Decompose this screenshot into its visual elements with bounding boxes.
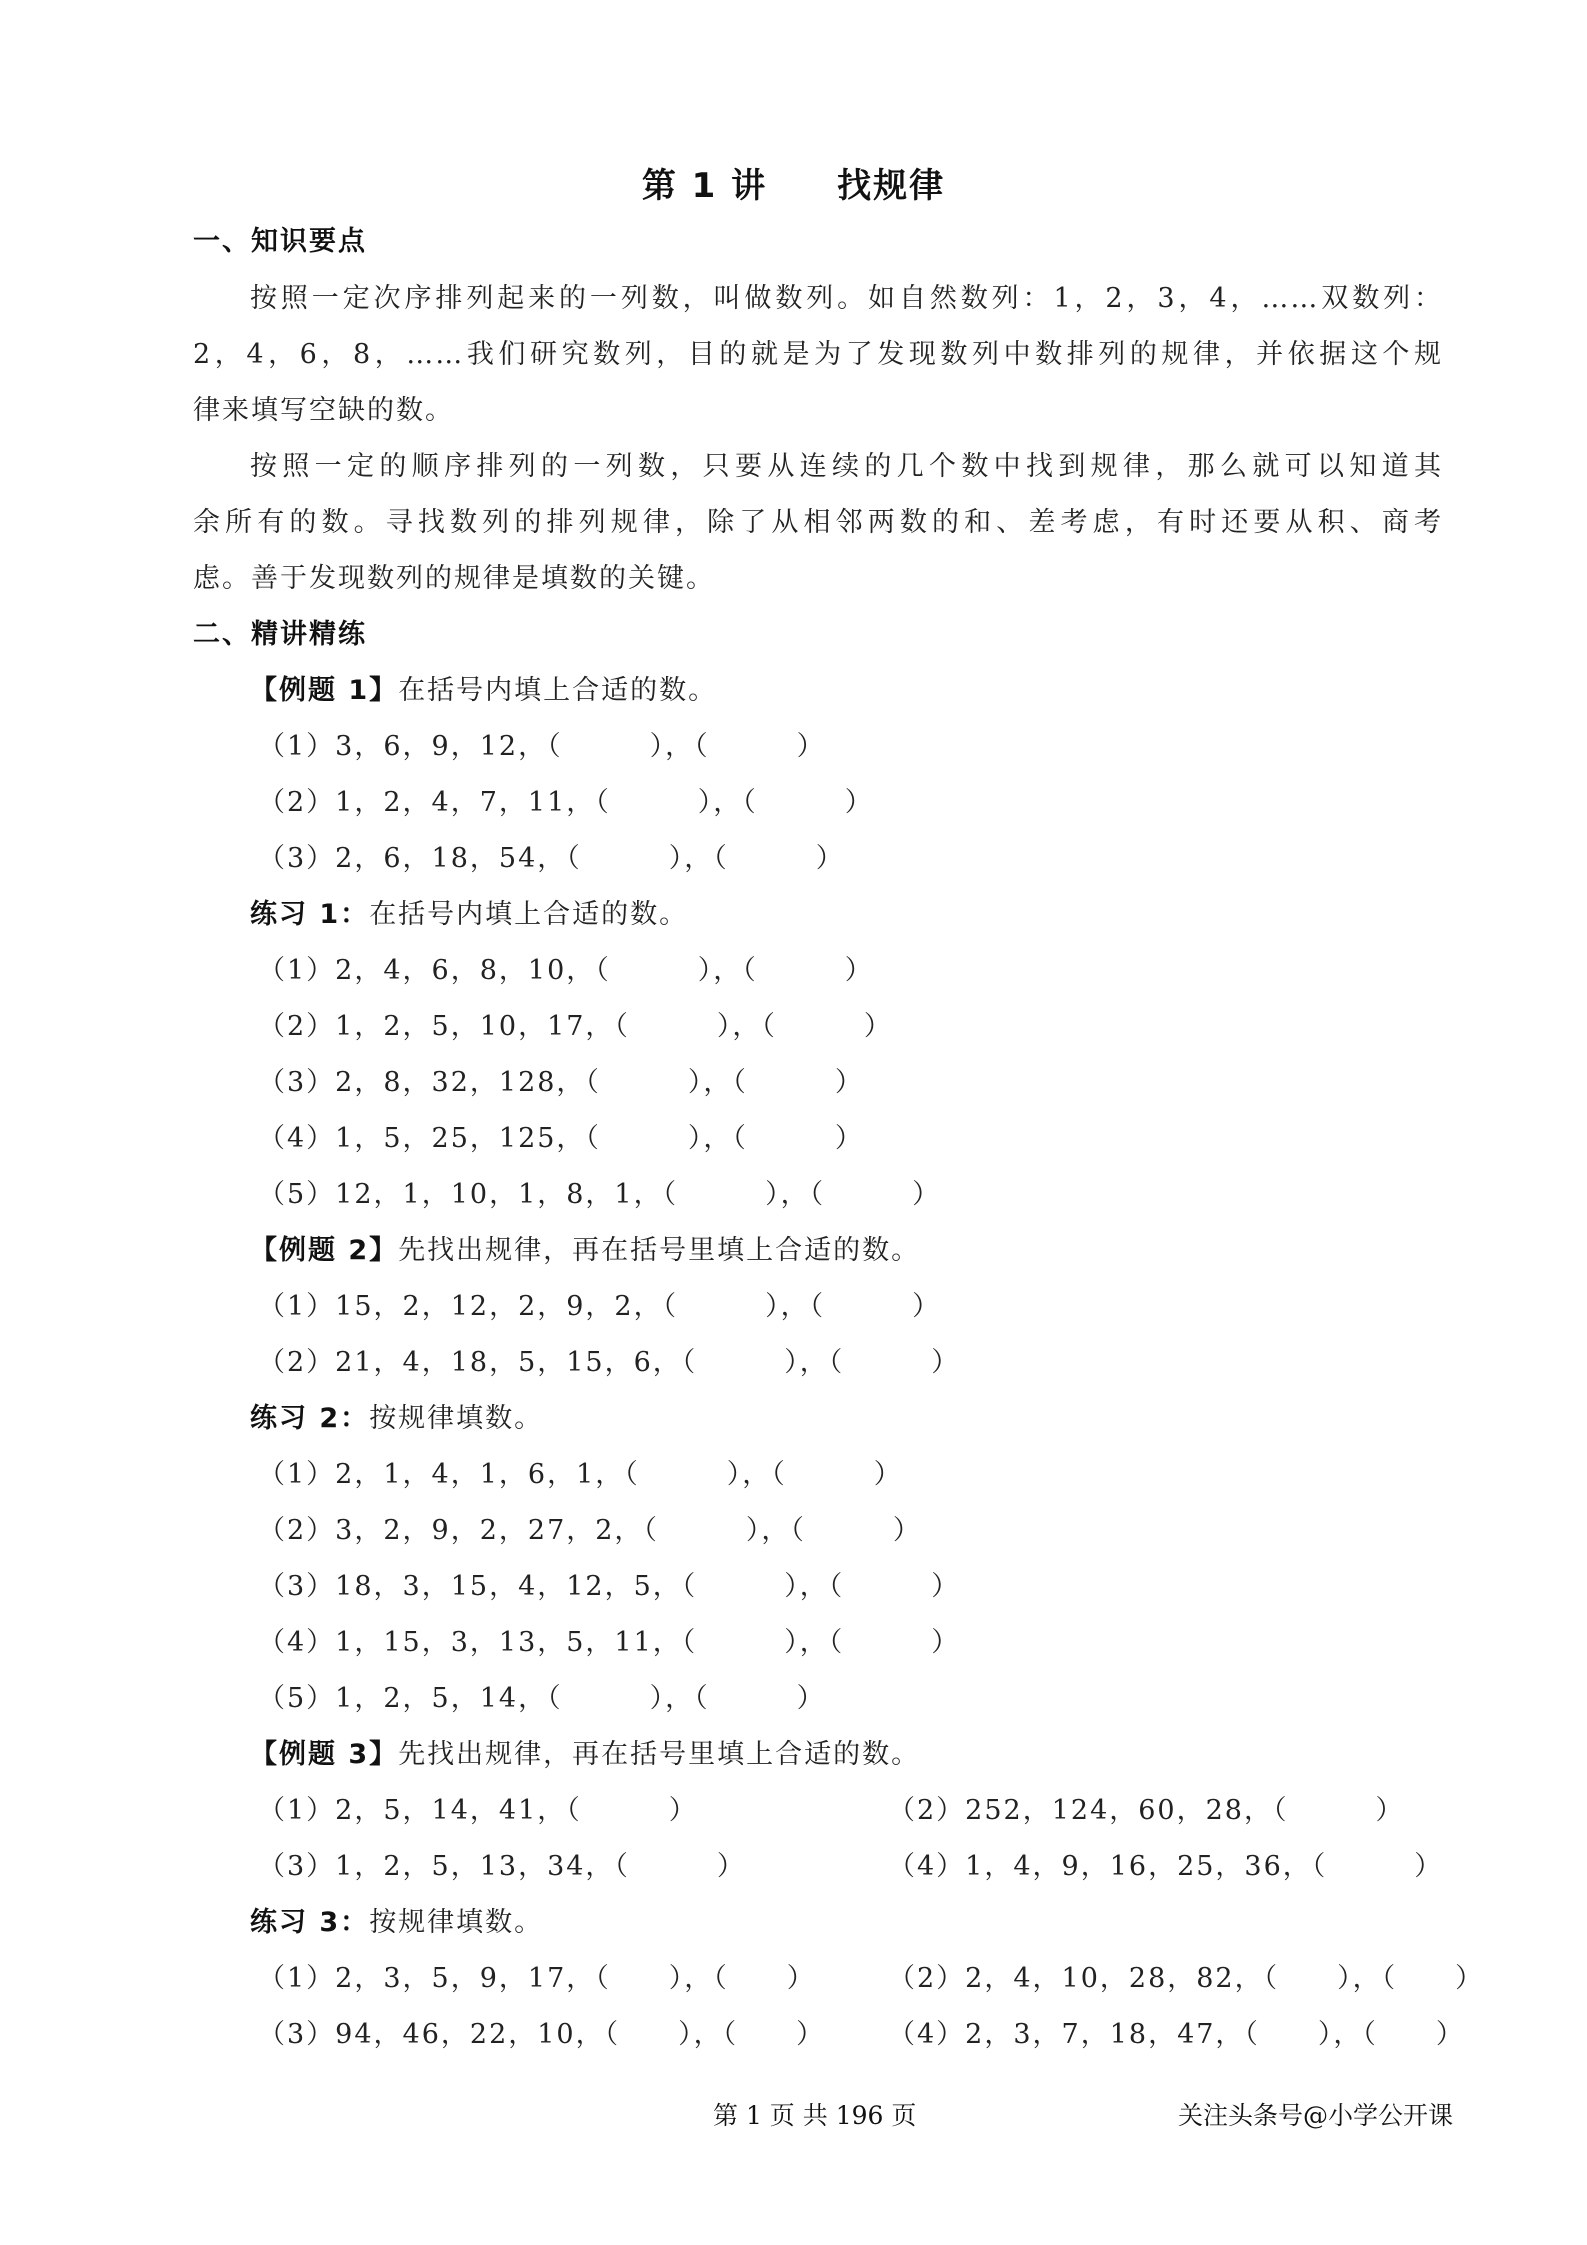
example-prompt: 先找出规律，再在括号里填上合适的数。 bbox=[398, 1739, 921, 1770]
page-number: 第 1 页 共 196 页 bbox=[713, 2101, 917, 2130]
practice-3-header bbox=[250, 1903, 543, 1943]
lesson-topic: 找规律 bbox=[837, 166, 946, 206]
exercise-item: （2）3，2，9，2，27，2，（ ），（ ） bbox=[258, 1515, 922, 1546]
intro-paragraph-line: 按照一定次序排列起来的一列数，叫做数列。如自然数列：1，2，3，4，……双数列： bbox=[250, 283, 1443, 314]
practice-prompt: 按规律填数。 bbox=[369, 1907, 544, 1938]
exercise-item: （1）2，3，5，9，17，（ ），（ ） bbox=[258, 1963, 816, 1994]
exercise-item: （1）15，2，12，2，9，2，（ ），（ ） bbox=[258, 1291, 942, 1322]
exercise-item: （2）2，4，10，28，82，（ ），（ ） bbox=[888, 1963, 1485, 1994]
practice-1-header bbox=[250, 895, 688, 935]
intro-paragraph-line: 2，4，6，8，……我们研究数列，目的就是为了发现数列中数排列的规律，并依据这个规 bbox=[193, 339, 1443, 370]
example-1-header bbox=[250, 671, 717, 711]
intro-paragraph-line: 虑。善于发现数列的规律是填数的关键。 bbox=[193, 563, 715, 594]
exercise-item: （5）1，2，5，14，（ ），（ ） bbox=[258, 1683, 826, 1714]
practice-label: 练习 1： bbox=[250, 899, 370, 930]
exercise-item: （2）21，4，18，5，15，6，（ ），（ ） bbox=[258, 1347, 961, 1378]
exercise-item: （4）1，4，9，16，25，36，（ ） bbox=[888, 1851, 1444, 1882]
section-heading-knowledge: 一、知识要点 bbox=[193, 226, 367, 257]
example-prompt: 在括号内填上合适的数。 bbox=[398, 675, 718, 706]
example-label: 【例题 3】 bbox=[250, 1739, 399, 1770]
example-3-header bbox=[250, 1735, 920, 1775]
exercise-item: （1）2，5，14，41，（ ） bbox=[258, 1795, 698, 1826]
exercise-item: （4）2，3，7，18，47，（ ），（ ） bbox=[888, 2019, 1465, 2050]
exercise-item: （1）2，4，6，8，10，（ ），（ ） bbox=[258, 955, 874, 986]
section-heading-practice: 二、精讲精练 bbox=[193, 619, 367, 650]
exercise-item: （1）2，1，4，1，6，1，（ ），（ ） bbox=[258, 1459, 903, 1490]
example-2-header bbox=[250, 1231, 920, 1271]
exercise-item: （2）1，2，5，10，17，（ ），（ ） bbox=[258, 1011, 893, 1042]
exercise-item: （2）1，2，4，7，11，（ ），（ ） bbox=[258, 787, 874, 818]
intro-paragraph-line: 律来填写空缺的数。 bbox=[193, 395, 454, 426]
exercise-item: （3）94，46，22，10，（ ），（ ） bbox=[258, 2019, 826, 2050]
intro-paragraph-line: 按照一定的顺序排列的一列数，只要从连续的几个数中找到规律，那么就可以知道其 bbox=[250, 451, 1443, 482]
page-title bbox=[0, 158, 1587, 207]
exercise-item: （4）1，15，3，13，5，11，（ ），（ ） bbox=[258, 1627, 961, 1658]
lesson-number: 第 1 讲 bbox=[641, 166, 768, 206]
footer-watermark: 关注头条号@小学公开课 bbox=[1178, 2101, 1454, 2130]
exercise-item: （1）3，6，9，12，（ ），（ ） bbox=[258, 731, 826, 762]
exercise-item: （5）12，1，10，1，8，1，（ ），（ ） bbox=[258, 1179, 942, 1210]
exercise-item: （3）2，8，32，128，（ ），（ ） bbox=[258, 1067, 864, 1098]
intro-paragraph-line: 余所有的数。寻找数列的排列规律，除了从相邻两数的和、差考虑，有时还要从积、商考 bbox=[193, 507, 1443, 538]
exercise-item: （4）1，5，25，125，（ ），（ ） bbox=[258, 1123, 864, 1154]
practice-label: 练习 2： bbox=[250, 1403, 370, 1434]
practice-prompt: 按规律填数。 bbox=[369, 1403, 544, 1434]
exercise-item: （3）18，3，15，4，12，5，（ ），（ ） bbox=[258, 1571, 961, 1602]
exercise-item: （3）1，2，5，13，34，（ ） bbox=[258, 1851, 746, 1882]
practice-label: 练习 3： bbox=[250, 1907, 370, 1938]
exercise-item: （3）2，6，18，54，（ ），（ ） bbox=[258, 843, 845, 874]
example-prompt: 先找出规律，再在括号里填上合适的数。 bbox=[398, 1235, 921, 1266]
practice-2-header bbox=[250, 1399, 543, 1439]
example-label: 【例题 2】 bbox=[250, 1235, 399, 1266]
practice-prompt: 在括号内填上合适的数。 bbox=[369, 899, 689, 930]
example-label: 【例题 1】 bbox=[250, 675, 399, 706]
exercise-item: （2）252，124，60，28，（ ） bbox=[888, 1795, 1405, 1826]
